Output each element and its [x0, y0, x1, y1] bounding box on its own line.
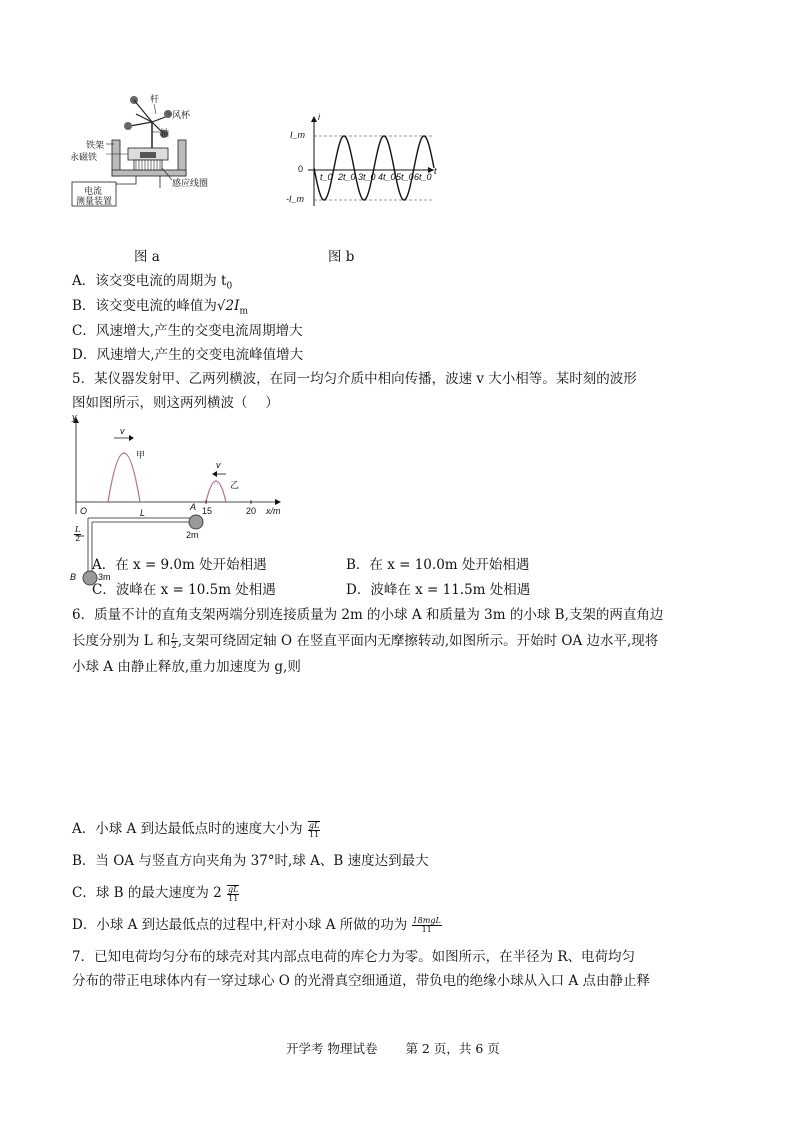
x-tick-4: 4t_0	[378, 172, 396, 182]
y-tick-im: I_m	[290, 130, 306, 140]
q4-option-c: C．风速增大,产生的交变电流周期增大	[72, 323, 303, 339]
q6-stem-3: 小球 A 由静止释放,重力加速度为 g,则	[72, 659, 301, 675]
figure-b	[284, 112, 444, 212]
figure-a	[68, 92, 238, 210]
wave-x-label: x/m	[266, 506, 281, 516]
q6-stem-1: 6．质量不计的直角支架两端分别连接质量为 2m 的小球 A 和质量为 3m 的小球 B,支架的两直角边	[72, 607, 664, 623]
q4-option-b: B．该交变电流的峰值为$√2I_m$	[72, 298, 248, 317]
q6-option-d: D．小球 A 到达最低点的过程中,杆对小球 A 所做的功为 $\frac{\text{18mgL}}{11}$	[72, 916, 441, 934]
footer-exam: 开学考 物理试卷	[286, 1041, 378, 1056]
support-a: A	[190, 502, 197, 512]
x-tick-5: 5t_0	[396, 172, 414, 182]
support-diagram	[62, 506, 222, 586]
footer	[286, 1040, 500, 1058]
q5-option-a: A．在 x = 9.0m 处开始相遇	[92, 557, 267, 573]
wave-y-label: y	[72, 412, 77, 422]
label-cup: 风杯	[172, 110, 191, 120]
x-tick-3: 3t_0	[358, 172, 376, 182]
support-o: O	[80, 506, 88, 516]
q4-option-d: D．风速增大,产生的交变电流峰值增大	[72, 347, 304, 363]
label-frame: 铁架	[86, 140, 105, 150]
wave1-v: v	[120, 426, 125, 436]
q6-support-figure	[62, 502, 222, 586]
x-axis-label: t	[434, 166, 437, 176]
q6-option-b: B．当 OA 与竖直方向夹角为 37°时,球 A、B 速度达到最大	[72, 853, 429, 869]
x-tick-6: 6t_0	[414, 172, 432, 182]
wave-tick-15: 15	[202, 506, 213, 516]
x-tick-1: t_0	[320, 172, 333, 182]
q7-line-1: 7．已知电荷均匀分布的球壳对其内部点电荷的库仑力为零。如图所示，在半径为 R、电荷均匀	[72, 949, 636, 965]
y-axis-label: i	[318, 112, 320, 122]
q5-option-b: B．在 x = 10.0m 处开始相遇	[346, 557, 530, 573]
wave1-label: 甲	[136, 450, 146, 460]
wave2-v: v	[216, 460, 221, 470]
label-coil: 感应线圈	[172, 178, 209, 188]
y-tick-0: 0	[298, 164, 304, 174]
wave-tick-20: 20	[246, 506, 257, 516]
q5-stem-1: 5．某仪器发射甲、乙两列横波，在同一均匀介质中相向传播，波速 v 大小相等。某时刻的波形	[72, 371, 637, 387]
x-tick-2: 2t_0	[338, 172, 356, 182]
support-b-mass: 3m	[98, 572, 111, 582]
q5-stem-2: 图如图所示，则这两列横波（ ）	[72, 395, 279, 411]
q5-wave-figure	[66, 414, 286, 520]
q4-option-a: A．该交变电流的周期为 $t_0$	[72, 273, 233, 292]
label-magnet: 永磁铁	[70, 152, 98, 162]
support-l: L	[140, 508, 146, 518]
label-meter-2: 测量装置	[76, 196, 113, 206]
sine-wave	[314, 136, 434, 200]
sine-graph	[284, 112, 444, 212]
q6-option-a: A．小球 A 到达最低点时的速度大小为 $\frac{gL}{11}$	[72, 820, 320, 839]
footer-page: 第 2 页，共 6 页	[405, 1041, 500, 1056]
caption-fig-a: 图 a	[134, 249, 160, 265]
q5-option-c: C．波峰在 x = 10.5m 处相遇	[92, 582, 276, 598]
q7-line-2: 分布的带正电球体内有一穿过球心 O 的光滑真空细通道，带负电的绝缘小球从入口 A 点由静止释	[72, 973, 650, 989]
wave-graph	[66, 414, 286, 520]
support-b: B	[70, 572, 77, 582]
y-tick-neg-im: -I_m	[286, 194, 304, 204]
label-rod: 杆	[150, 94, 160, 104]
q6-stem-2: 长度分别为 L 和 $\frac{L}{2}$ ,支架可绕固定轴 O 在竖直平面内无摩擦转动,如图所示。开始时 OA 边水平,现将	[72, 632, 659, 650]
q5-option-d: D．波峰在 x = 11.5m 处相遇	[346, 582, 531, 598]
wave2-label: 乙	[230, 480, 240, 490]
caption-fig-b: 图 b	[328, 249, 355, 265]
label-meter-1: 电流	[84, 186, 103, 196]
support-a-mass: 2m	[186, 530, 199, 540]
q6-option-c: C．球 B 的最大速度为 2 $\frac{gL}{11}$	[72, 884, 239, 903]
label-axis: 轴	[160, 128, 170, 138]
support-half-l: $\frac{L}{2}$	[75, 525, 81, 543]
